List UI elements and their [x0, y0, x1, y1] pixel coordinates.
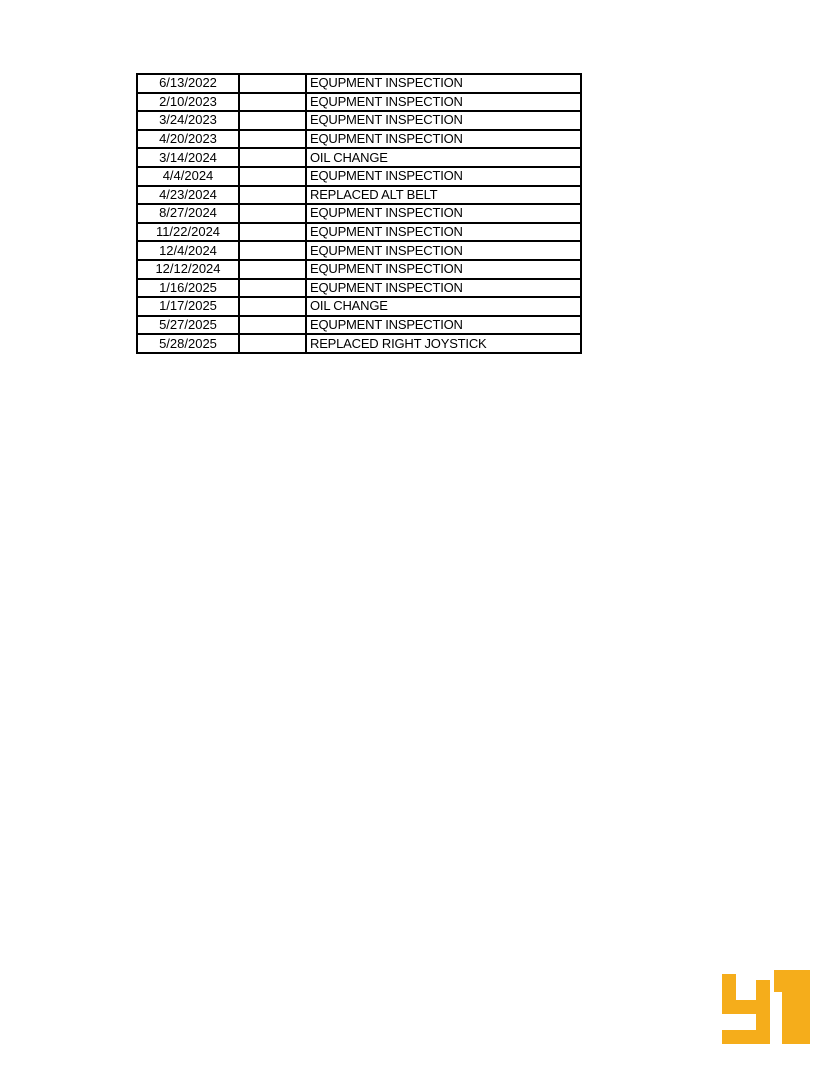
date-cell: 6/13/2022 [137, 74, 239, 93]
table-row [137, 334, 581, 353]
date-cell: 3/14/2024 [137, 148, 239, 167]
date-cell: 5/27/2025 [137, 316, 239, 335]
maintenance-log-table [136, 73, 582, 354]
description-cell: EQUPMENT INSPECTION [306, 93, 581, 112]
table-row [137, 111, 581, 130]
blank-cell [239, 93, 306, 112]
date-cell: 4/4/2024 [137, 167, 239, 186]
blank-cell [239, 74, 306, 93]
description-cell: OIL CHANGE [306, 297, 581, 316]
maintenance-log-body [137, 74, 581, 353]
description-cell: OIL CHANGE [306, 148, 581, 167]
table-row [137, 186, 581, 205]
table-row [137, 260, 581, 279]
blank-cell [239, 167, 306, 186]
table-row [137, 297, 581, 316]
blank-cell [239, 297, 306, 316]
blank-cell [239, 111, 306, 130]
date-cell: 4/20/2023 [137, 130, 239, 149]
table-row [137, 93, 581, 112]
description-cell: EQUPMENT INSPECTION [306, 74, 581, 93]
table-row [137, 74, 581, 93]
table-row [137, 241, 581, 260]
description-cell: EQUPMENT INSPECTION [306, 316, 581, 335]
date-cell: 12/12/2024 [137, 260, 239, 279]
blank-cell [239, 148, 306, 167]
description-cell: EQUPMENT INSPECTION [306, 130, 581, 149]
date-cell: 8/27/2024 [137, 204, 239, 223]
description-cell: EQUPMENT INSPECTION [306, 260, 581, 279]
date-cell: 4/23/2024 [137, 186, 239, 205]
blank-cell [239, 223, 306, 242]
blank-cell [239, 316, 306, 335]
description-cell: EQUPMENT INSPECTION [306, 223, 581, 242]
table-row [137, 279, 581, 298]
description-cell: REPLACED RIGHT JOYSTICK [306, 334, 581, 353]
date-cell: 12/4/2024 [137, 241, 239, 260]
blank-cell [239, 130, 306, 149]
date-cell: 2/10/2023 [137, 93, 239, 112]
blank-cell [239, 260, 306, 279]
blank-cell [239, 204, 306, 223]
date-cell: 1/16/2025 [137, 279, 239, 298]
table-row [137, 167, 581, 186]
date-cell: 1/17/2025 [137, 297, 239, 316]
table-row [137, 148, 581, 167]
description-cell: EQUPMENT INSPECTION [306, 241, 581, 260]
description-cell: EQUPMENT INSPECTION [306, 111, 581, 130]
company-logo-icon [722, 970, 810, 1046]
description-cell: REPLACED ALT BELT [306, 186, 581, 205]
description-cell: EQUPMENT INSPECTION [306, 279, 581, 298]
blank-cell [239, 186, 306, 205]
blank-cell [239, 334, 306, 353]
table-row [137, 316, 581, 335]
table-row [137, 223, 581, 242]
table-row [137, 130, 581, 149]
date-cell: 3/24/2023 [137, 111, 239, 130]
blank-cell [239, 241, 306, 260]
description-cell: EQUPMENT INSPECTION [306, 204, 581, 223]
description-cell: EQUPMENT INSPECTION [306, 167, 581, 186]
table-row [137, 204, 581, 223]
blank-cell [239, 279, 306, 298]
date-cell: 5/28/2025 [137, 334, 239, 353]
date-cell: 11/22/2024 [137, 223, 239, 242]
